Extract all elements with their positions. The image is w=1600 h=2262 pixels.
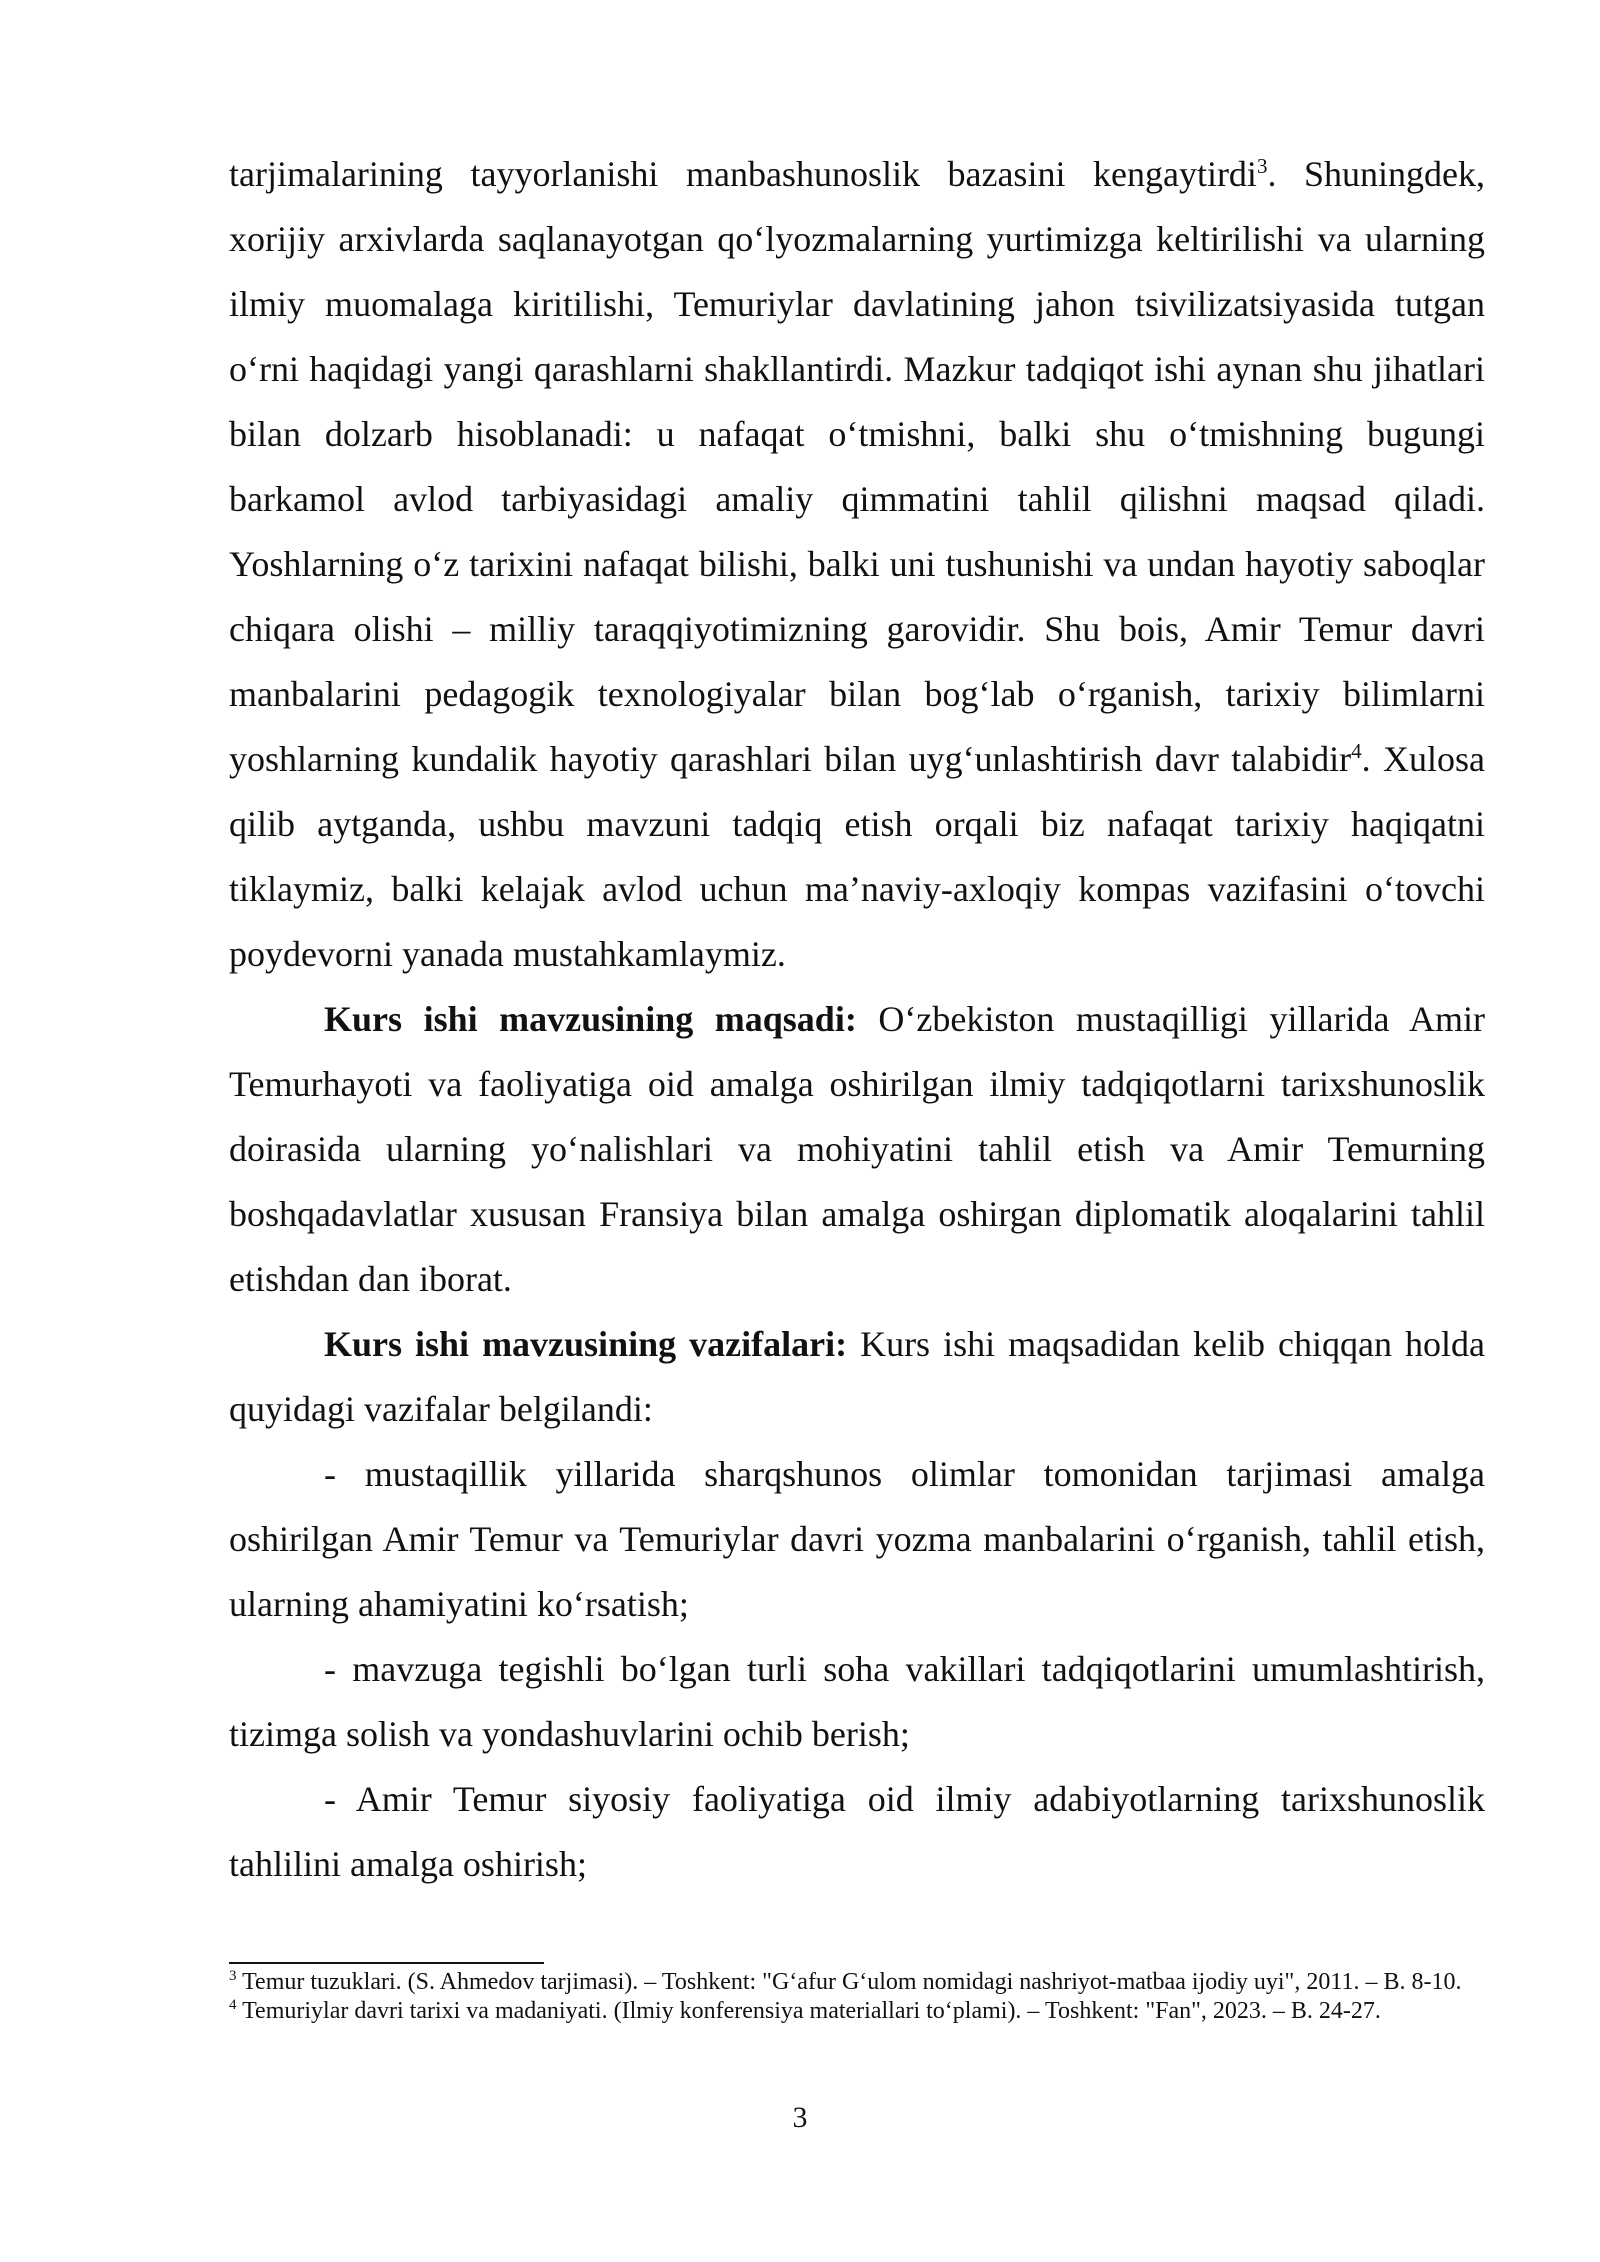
footnote-number: 3 xyxy=(229,1968,237,1984)
goal-text: O‘zbekiston mustaqilligi yillarida Amir Temurhayoti va faoliyatiga oid amalga oshirilgan ilmiy tadqiqotlarni tarixshunoslik doirasida ularning yo‘nalishlari va mohiyatini tahlil etish va Amir Temurning boshqadavlatlar xususan Fransiya bilan amalga oshirgan diplomatik aloqalarini tahlil etishdan dan iborat. xyxy=(229,999,1486,1299)
footnote-3 xyxy=(229,1968,1485,1997)
footnote-ref-4: 4 xyxy=(1351,739,1362,763)
paragraph-text: . Shuningdek, xorijiy arxivlarda saqlanayotgan qo‘lyozmalarning yurtimizga keltirilishi va ularning ilmiy muomalaga kiritilishi, Temuriylar davlatining jahon tsivilizatsiyasida tutgan o‘rni haqidagi yangi qarashlarni shakllantirdi. Mazkur tadqiqot ishi aynan shu jihatlari bilan dolzarb hisoblanadi: u nafaqat o‘tmishni, balki shu o‘tmishning bugungi barkamol avlod tarbiyasidagi amaliy qimmatini tahlil qilishni maqsad qiladi. Yoshlarning o‘z tarixini nafaqat bilishi, balki uni tushunishi va undan hayotiy saboqlar chiqara olishi – milliy taraqqiyotimizning garovidir. Shu bois, Amir Temur davri manbalarini pedagogik texnologiyalar bilan bog‘lab o‘rganish, tarixiy bilimlarni yoshlarning kundalik hayotiy qarashlari bilan uyg‘unlashtirish davr talabidir xyxy=(229,154,1485,779)
page-number: 3 xyxy=(792,2101,808,2134)
paragraph-text: tarjimalarining tayyorlanishi manbashunoslik bazasini kengaytirdi xyxy=(229,154,1257,194)
paragraph-tasks xyxy=(229,1312,1485,1442)
task-list-item-1: - mustaqillik yillarida sharqshunos olimlar tomonidan tarjimasi amalga oshirilgan Amir Temur va Temuriylar davri yozma manbalarini o‘rganish, tahlil etish, ularning ahamiyatini ko‘rsatish; xyxy=(229,1454,1485,1624)
footnote-separator xyxy=(229,1962,544,1964)
main-text xyxy=(229,142,1485,1897)
footnote-number: 4 xyxy=(229,1997,237,2013)
task-list-item-2: - mavzuga tegishli bo‘lgan turli soha vakillari tadqiqotlarini umumlashtirish, tizimga solish va yondashuvlarini ochib berish; xyxy=(229,1649,1485,1754)
footnote-4 xyxy=(229,1997,1485,2026)
paragraph-text: . Xulosa qilib aytganda, ushbu mavzuni tadqiq etish orqali biz nafaqat tarixiy haqiqatni tiklaymiz, balki kelajak avlod uchun ma’naviy-axloqiy kompas vazifasini o‘tovchi poydevorni yanada mustahkamlaymiz. xyxy=(229,739,1485,974)
footnote-ref-3: 3 xyxy=(1256,154,1268,178)
footnote-text: Temuriylar davri tarixi va madaniyati. (Ilmiy konferensiya materiallari to‘plami). – Toshkent: "Fan", 2023. – B. 24-27. xyxy=(236,1998,1381,2024)
task-list-item-3: - Amir Temur siyosiy faoliyatiga oid ilmiy adabiyotlarning tarixshunoslik tahlilini amalga oshirish; xyxy=(229,1779,1485,1884)
paragraph-goal xyxy=(229,987,1485,1312)
tasks-text: Kurs ishi maqsadidan kelib chiqqan holda quyidagi vazifalar belgilandi: xyxy=(229,1324,1485,1429)
footnote-text: Temur tuzuklari. (S. Ahmedov tarjimasi). – Toshkent: "G‘afur G‘ulom nomidagi nashriyot-matbaa ijodiy uyi", 2011. – B. 8-10. xyxy=(236,1969,1462,1995)
paragraph-intro-continuation xyxy=(229,142,1485,987)
tasks-heading: Kurs ishi mavzusining vazifalari: xyxy=(324,1324,848,1364)
footnotes xyxy=(229,1968,1485,2026)
goal-heading: Kurs ishi mavzusining maqsadi: xyxy=(324,999,857,1039)
